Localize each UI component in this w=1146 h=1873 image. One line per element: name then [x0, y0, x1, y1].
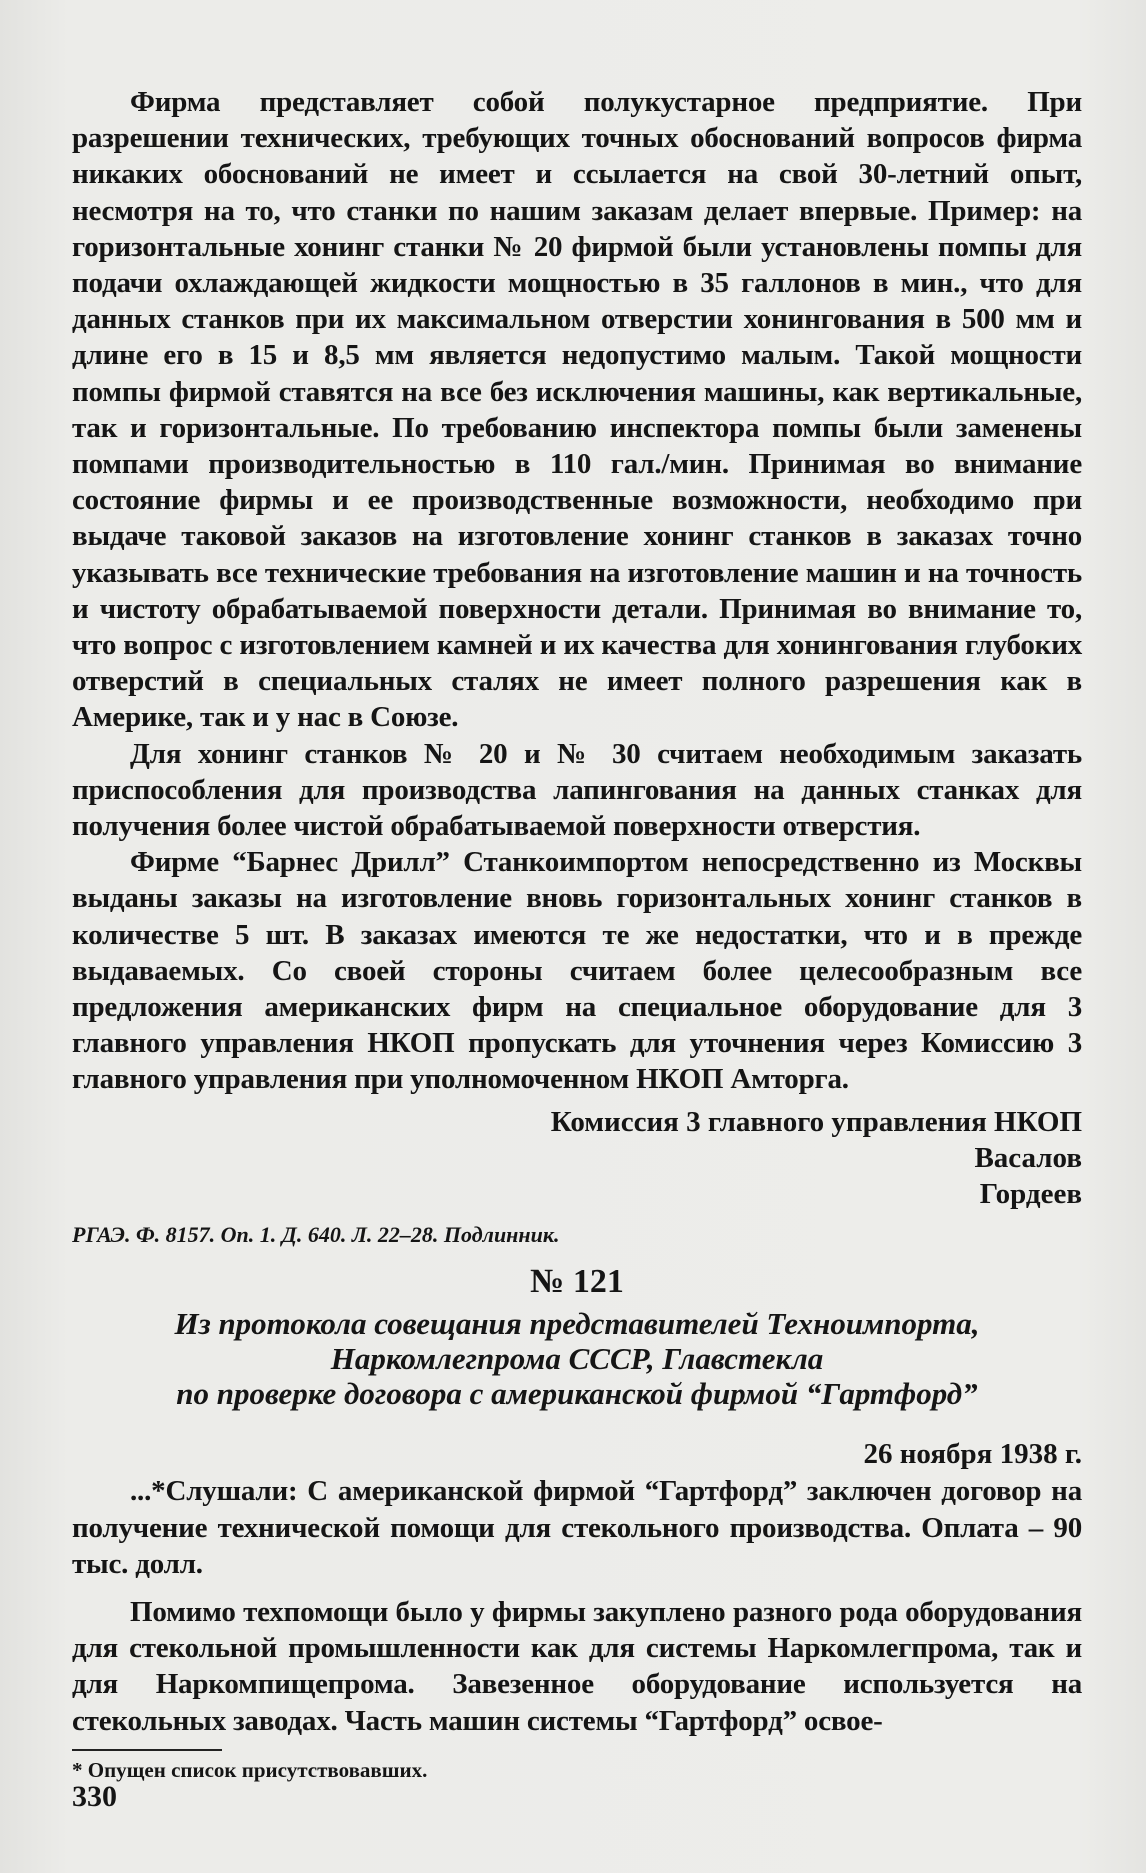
document-title-line-2: Наркомлегпрома СССР, Главстекла: [330, 1341, 824, 1377]
document-paragraph-2: Помимо техпомощи было у фирмы закуплено разного рода оборудования для стекольной промышленности как для системы Наркомлегпрома, так и для Наркомпищепрома. Завезенное оборудование используется на стекольных заводах. Часть машин системы “Гартфорд” освое-: [72, 1595, 1082, 1737]
footnote-divider: [72, 1749, 222, 1751]
page-number: 330: [72, 1780, 117, 1813]
signature-organization: Комиссия 3 главного управления НКОП: [550, 1105, 1082, 1138]
page-content: [72, 84, 1082, 1785]
signature-name-gordeev: Гордеев: [979, 1178, 1082, 1211]
document-number: № 121: [530, 1263, 624, 1301]
document-date: 26 ноября 1938 г.: [863, 1438, 1082, 1471]
signature-name-vasalov: Васалов: [974, 1141, 1082, 1174]
body-paragraph-1: Фирма представляет собой полукустарное предприятие. При разрешении технических, требующих точных обоснований вопросов фирма никаких обоснований не имеет и ссылается на свой 30-летний опыт, несмотря на то, что станки по нашим заказам делает впервые. Пример: на горизонтальные хонинг станки № 20 фирмой были установлены помпы для подачи охлаждающей жидкости мощностью в 35 галлонов в мин., что для данных станков при их максимальном отверстии хонингования в 500 мм и длине его в 15 и 8,5 мм является недопустимо малым. Такой мощности помпы фирмой ставятся на все без исключения машины, как вертикальные, так и горизонтальные. По требованию инспектора помпы были заменены помпами производительностью в 110 гал./мин. Принимая во внимание состояние фирмы и ее производственные возможности, необходимо при выдаче таковой заказов на изготовление хонинг станков в заказах точно указывать все технические требования на изготовление машин и на точность и чистоту обрабатываемой поверхности детали. Принимая во внимание то, что вопрос с изготовлением камней и их качества для хонингования глубоких отверстий в специальных сталях не имеет полного разрешения как в Америке, так и у нас в Союзе.: [72, 86, 1082, 734]
body-paragraph-2: Для хонинг станков № 20 и № 30 считаем необходимым заказать приспособления для производства лапингования на данных станках для получения более чистой обрабатываемой поверхности отверстия.: [72, 737, 1082, 843]
document-paragraph-1: ...*Слушали: С американской фирмой “Гартфорд” заключен договор на получение технической помощи для стекольного производства. Оплата – 90 тыс. долл.: [72, 1475, 1082, 1580]
document-title-line-3: по проверке договора с американской фирмой “Гартфорд”: [176, 1376, 978, 1412]
signature-block: [72, 1104, 1082, 1213]
archive-source-note: РГАЭ. Ф. 8157. Оп. 1. Д. 640. Л. 22–28. Подлинник.: [72, 1222, 560, 1248]
body-paragraph-3: Фирме “Барнес Дрилл” Станкоимпортом непосредственно из Москвы выданы заказы на изготовление вновь горизонтальных хонинг станков в количестве 5 шт. В заказах имеются те же недостатки, что и в прежде выдаваемых. Со своей стороны считаем более целесообразным все предложения американских фирм на специальное оборудование для 3 главного управления НКОП пропускать для уточнения через Комиссию 3 главного управления при уполномоченном НКОП Амторга.: [72, 846, 1082, 1096]
document-title: [72, 1306, 1082, 1411]
document-title-line-1: Из протокола совещания представителей Техноимпорта,: [174, 1306, 980, 1342]
footnote: * Опущен список присутствовавших.: [72, 1757, 428, 1782]
